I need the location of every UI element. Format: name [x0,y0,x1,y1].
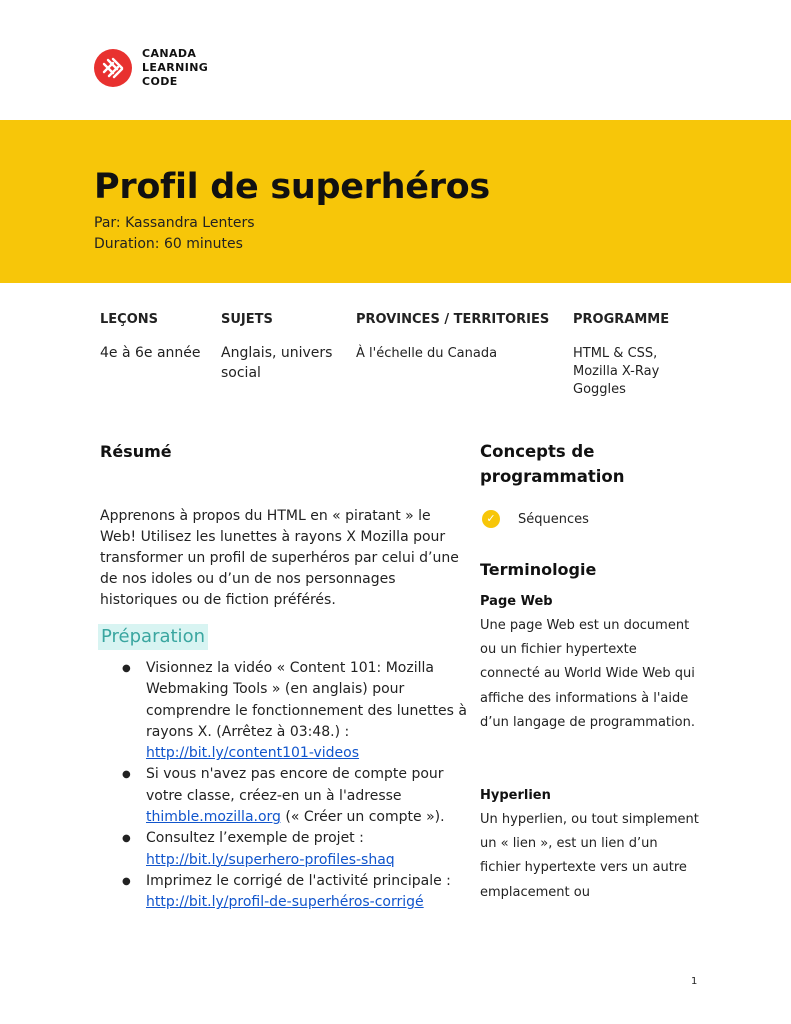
term-name-hyperlink: Hyperlien [480,788,551,803]
preparation-heading: Préparation [98,624,208,650]
provinces-value: À l'échelle du Canada [356,346,498,361]
page-title: Profil de superhéros [94,167,490,207]
content101-link[interactable]: http://bit.ly/content101-videos [146,745,360,762]
duration-line: Duration: 60 minutes [94,236,243,252]
thimble-link[interactable]: thimble.mozilla.org [146,809,281,826]
logo-wordmark: CANADA LEARNING CODE [142,47,209,88]
list-item: ● Si vous n'avez pas encore de compte pour votre classe, créez-en un à l'adresse thimble.mozilla.org (« Créer un compte »). [146,764,470,828]
answer-key-link[interactable]: http://bit.ly/profil-de-superhéros-corrigé [146,894,424,911]
lessons-heading: LEÇONS [100,312,158,327]
subjects-value: Anglais, univers social [221,345,333,381]
preparation-list [100,658,470,914]
subjects-heading: SUJETS [221,312,273,327]
list-item: ● Imprimez le corrigé de l'activité principale : http://bit.ly/profil-de-superhéros-corrigé [146,871,470,914]
list-item: ● Visionnez la vidéo « Content 101: Mozilla Webmaking Tools » (en anglais) pour comprendre le fonctionnement des lunettes à rayons X. (Arrêtez à 03:48.) : http://bit.ly/content101-videos [146,658,470,764]
byline [94,213,255,255]
example-project-link[interactable]: http://bit.ly/superhero-profiles-shaq [146,851,395,868]
check-icon: ✓ [482,510,500,528]
concepts-heading: Concepts de programmation [480,442,625,486]
terminology-heading: Terminologie [480,560,597,579]
term-def-page-web: Une page Web est un document ou un fichier hypertexte connecté au World Wide Web qui affiche des informations à l'aide d’un langage de programmation. [480,618,695,730]
term-name-page-web: Page Web [480,594,553,609]
concept-item [482,510,589,528]
logo-mark-icon [94,49,132,87]
summary-heading: Résumé [100,442,172,461]
page-number: 1 [691,976,698,987]
author-line: Par: Kassandra Lenters [94,215,255,231]
list-item: ● Consultez l’exemple de projet : http://bit.ly/superhero-profiles-shaq [146,828,470,871]
concept-label: Séquences [518,511,589,527]
provinces-heading: PROVINCES / TERRITORIES [356,312,550,327]
program-heading: PROGRAMME [573,312,670,327]
summary-text: Apprenons à propos du HTML en « piratant » le Web! Utilisez les lunettes à rayons X Mozilla pour transformer un profil de superhéros par celui d’une de nos idoles ou d’un de nos personnages historiques ou de fiction préférés. [100,508,459,608]
term-def-hyperlink: Un hyperlien, ou tout simplement un « lien », est un lien d’un fichier hypertexte vers un autre emplacement ou [480,812,699,900]
lessons-value: 4e à 6e année [100,345,201,361]
brand-logo [94,47,208,89]
program-value: HTML & CSS, Mozilla X-Ray Goggles [573,346,660,397]
